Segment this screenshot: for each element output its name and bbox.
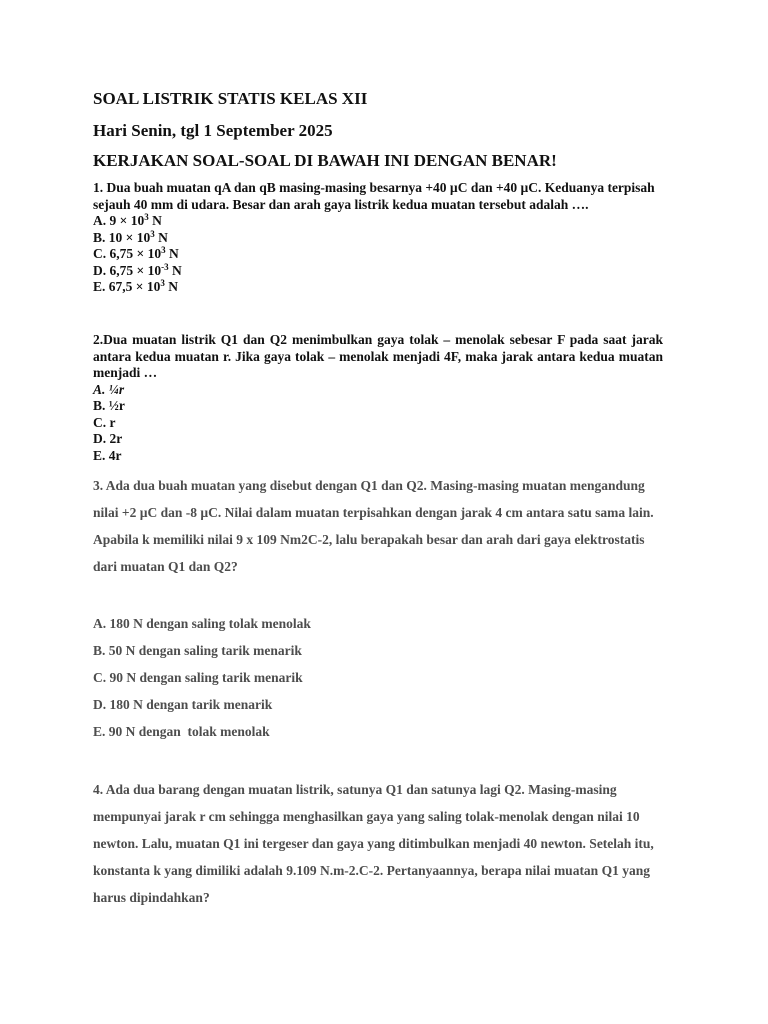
question-2-option-e: E. 4r bbox=[93, 447, 122, 463]
question-3-option-c: C. 90 N dengan saling tarik menarik bbox=[93, 670, 303, 685]
question-1-stem: 1. Dua buah muatan qA dan qB masing-masing besarnya +40 µC dan +40 µC. Keduanya terpisah sejauh 40 mm di udara. Besar dan arah gaya listrik kedua muatan tersebut adalah …. bbox=[93, 180, 655, 212]
question-3-options bbox=[93, 610, 663, 745]
document-instruction: KERJAKAN SOAL-SOAL DI BAWAH INI DENGAN BENAR! bbox=[93, 151, 557, 170]
question-4-stem: 4. Ada dua barang dengan muatan listrik, satunya Q1 dan satunya lagi Q2. Masing-masing mempunyai jarak r cm sehingga menghasilkan gaya yang saling tolak-menolak dengan nilai 10 newton. Lalu, muatan Q1 ini tergeser dan gaya yang ditimbulkan menjadi 40 newton. Setelah itu, konstanta k yang dimiliki adalah 9.109 N.m-2.C-2. Pertanyaannya, berapa nilai muatan Q1 yang harus dipindahkan? bbox=[93, 782, 654, 905]
question-3 bbox=[93, 472, 663, 739]
question-2 bbox=[93, 332, 663, 464]
question-1-option-c: C. $6,75 \times 10^3$ N bbox=[93, 245, 179, 261]
question-2-option-a: A. ¼r bbox=[93, 381, 125, 397]
question-2-stem: 2.Dua muatan listrik Q1 dan Q2 menimbulkan gaya tolak – menolak sebesar F pada saat jarak antara kedua muatan r. Jika gaya tolak – menolak menjadi 4F, maka jarak antara kedua muatan menjadi … bbox=[93, 332, 663, 380]
question-1-option-b: B. $10 \times 10^3$ N bbox=[93, 228, 168, 245]
question-1-option-a: A. $9 \times 10^3$ N bbox=[93, 212, 162, 228]
question-1 bbox=[93, 180, 663, 296]
question-2-option-d: D. 2r bbox=[93, 431, 123, 446]
question-3-stem: 3. Ada dua buah muatan yang disebut dengan Q1 dan Q2. Masing-masing muatan mengandung nilai +2 µC dan -8 µC. Nilai dalam muatan terpisahkan dengan jarak 4 cm antara satu sama lain. Apabila k memiliki nilai 9 x 109 Nm2C-2, lalu berapakah besar dan arah dari gaya elektrostatis dari muatan Q1 dan Q2? bbox=[93, 478, 654, 574]
question-3-option-b: B. 50 N dengan saling tarik menarik bbox=[93, 643, 302, 658]
question-1-option-d: D. $6,75 \times 10^{-3}$ N bbox=[93, 261, 182, 278]
question-4 bbox=[93, 776, 663, 911]
document-date: Hari Senin, tgl 1 September 2025 bbox=[93, 121, 333, 140]
question-3-option-d: D. 180 N dengan tarik menarik bbox=[93, 697, 273, 712]
question-2-option-b: B. ½r bbox=[93, 398, 125, 413]
document-title: SOAL LISTRIK STATIS KELAS XII bbox=[93, 89, 368, 108]
question-2-option-c: C. r bbox=[93, 414, 116, 430]
question-1-option-e: E. $67,5 \times 10^3$ N bbox=[93, 278, 178, 294]
question-3-option-a: A. 180 N dengan saling tolak menolak bbox=[93, 616, 311, 631]
question-3-option-e: E. 90 N dengan tolak menolak bbox=[93, 724, 270, 739]
